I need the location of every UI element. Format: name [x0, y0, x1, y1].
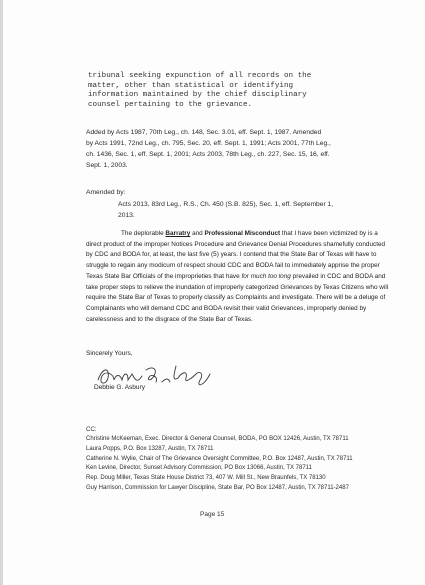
code-line: counsel pertaining to the grievance.: [88, 100, 253, 109]
code-excerpt: [88, 72, 388, 110]
page-edge: [0, 0, 3, 585]
cc-label: CC:: [86, 426, 97, 433]
body-text: that I have been victimized by is a direct product of the improper Notices Procedure and Grievance Denial Procedures shamefully conducted by CDC and BODA for, at least, the last five (5) years. I contend that the State Bar of Texas will have to struggle to regain any modicum of respect should CDC and BODA fail to immediately apprise the proper Texas State Bar Officials of the improprieties that have: [86, 230, 386, 280]
amended-by-label: Amended by:: [86, 189, 126, 196]
cc-recipient: Rep. Doug Miller, Texas State House District 73, 407 W. Mill St., New Braunfels, TX 78130: [86, 475, 326, 482]
signer-name: Debbie G. Asbury: [94, 384, 145, 391]
emphasis-text: for much too long: [241, 272, 291, 280]
cc-list: [86, 435, 406, 494]
amendment-line: Added by Acts 1987, 70th Leg., ch. 148, Sec. 3.01, eff. Sept. 1, 1987. Amended: [86, 129, 322, 136]
amendment-line: 2013.: [118, 212, 135, 219]
amendment-line: Acts 2013, 83rd Leg., R.S., Ch. 450 (S.B. 825), Sec. 1, eff. September 1,: [118, 201, 334, 208]
misconduct-term: Professional Misconduct: [204, 230, 281, 237]
cc-recipient: Christine McKeeman, Exec. Director & General Counsel, BODA, PO BOX 12426, Austin, TX 78711: [86, 436, 349, 442]
code-line: information maintained by the chief disciplinary: [88, 91, 307, 100]
body-paragraph: [86, 229, 390, 325]
body-text: The deplorable: [121, 230, 166, 237]
body-text: and: [190, 230, 205, 237]
amendment-line: ch. 1436, Sec. 1, eff. Sept. 1, 2001; Acts 2003, 78th Leg., ch. 227, Sec. 15, 16, eff.: [86, 151, 330, 158]
code-line: tribunal seeking expunction of all records on the: [88, 72, 312, 80]
amendment-line: Sept. 1, 2003.: [86, 162, 128, 169]
body-text: prevailed in CDC and BODA and take proper steps to relieve the inundation of improperly categorized Grievances by Texas Citizens who will require the State Bar of Texas to properly classify as Complaints and investigate. There will be a deluge of Complainants who will demand CDC and BODA revisit their valid Grievances, improperly denied by carelessness and to the disgrace of the State Bar of Texas.: [86, 272, 389, 323]
amendment-history: [86, 127, 386, 171]
page-number: Page 15: [200, 511, 225, 518]
amended-by-entry: [118, 199, 388, 221]
cc-recipient: Catherine N. Wylie, Chair of The Grievance Oversight Committee, P.O. Box 12487, Austin, TX 78711: [86, 455, 353, 462]
code-line: matter, other than statistical or identifying: [88, 81, 294, 90]
cc-recipient: Laura Popps, P.O. Box 13287, Austin, TX 78711: [86, 445, 214, 452]
cc-recipient: Ken Levine, Director, Sunset Advisory Commission, PO Box 13066, Austin, TX 78711: [86, 465, 312, 472]
cc-recipient: Guy Harrison, Commission for Lawyer Discipline, State Bar, PO Box 12487, Austin, TX 78711-2487: [86, 484, 349, 491]
amendment-line: by Acts 1991, 72nd Leg., ch. 795, Sec. 20, eff. Sept. 1, 1991; Acts 2001, 77th Leg.,: [86, 140, 331, 147]
barratry-term: Barratry: [165, 230, 191, 237]
salutation: Sincerely Yours,: [86, 350, 133, 357]
